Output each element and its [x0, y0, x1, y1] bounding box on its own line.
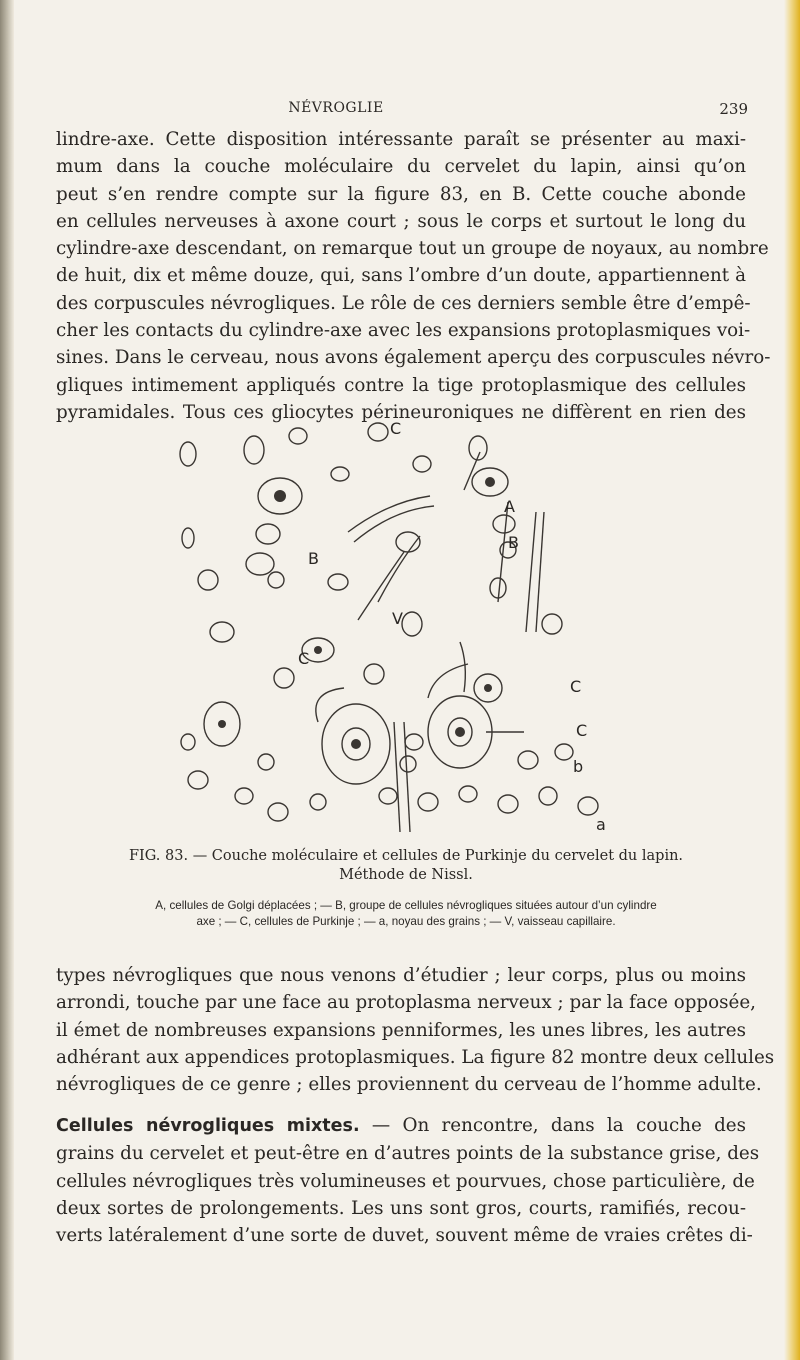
figure-label-b-right: B	[508, 533, 519, 552]
figure-label-b-lower: b	[573, 757, 584, 776]
heading-continuation: — On rencontre, dans la couche des	[359, 1115, 747, 1136]
legend-line: axe ; — C, cellules de Purkinje ; — a, noyau des grains ; — V, vaisseau capillaire.	[196, 915, 616, 928]
figure-label-c-top: C	[390, 419, 402, 438]
section-heading: Cellules névrogliques mixtes.	[56, 1116, 360, 1136]
figure-label-a-upper: A	[504, 497, 515, 516]
text-line: lindre-axe. Cette disposition intéressante paraît se présenter au maxi-	[56, 129, 746, 150]
legend-line: A, cellules de Golgi déplacées ; — B, groupe de cellules névrogliques situées autour d’un cylindre	[155, 899, 657, 912]
figure-83-illustration	[168, 392, 648, 842]
text-line: névrogliques de ce genre ; elles proviennent du cerveau de l’homme adulte.	[56, 1074, 762, 1096]
figure-label-b-left: B	[308, 549, 319, 568]
running-title: NÉVROGLIE	[288, 100, 384, 116]
text-line: gliques intimement appliqués contre la tige protoplasmique des cellules	[56, 374, 746, 396]
text-line: sines. Dans le cerveau, nous avons également aperçu des corpuscules névro-	[56, 347, 771, 369]
text-line: adhérant aux appendices protoplasmiques. La figure 82 montre deux cellules	[56, 1046, 775, 1068]
text-line	[56, 1112, 746, 1140]
text-line: verts latéralement d’une sorte de duvet, souvent même de vraies crêtes di-	[56, 1225, 753, 1247]
figure-legend	[56, 898, 756, 930]
text-line: il émet de nombreuses expansions penniformes, les unes libres, les autres	[56, 1019, 746, 1041]
running-head	[56, 100, 756, 122]
text-line: grains du cervelet et peut-être en d’autres points de la substance grise, des	[56, 1143, 760, 1165]
figure-label-c-right-lower: C	[576, 721, 588, 740]
figure-label-c-middle: C	[298, 649, 310, 668]
caption-method: Méthode de Nissl.	[339, 867, 473, 883]
histology-drawing	[168, 392, 648, 842]
text-line: peut s’en rendre compte sur la figure 83, en B. Cette couche abonde	[56, 183, 746, 205]
book-gutter-shadow	[0, 0, 14, 1360]
text-line: cellules névrogliques très volumineuses et pourvues, chose particulière, de	[56, 1170, 755, 1192]
text-line: cylindre-axe descendant, on remarque tout un groupe de noyaux, au nombre	[56, 238, 769, 260]
paragraph-2	[56, 962, 775, 1098]
figure-label-c-right-upper: C	[570, 677, 582, 696]
text-line: des corpuscules névrogliques. Le rôle de ces derniers semble être d’empê-	[56, 292, 751, 314]
text-line: cher les contacts du cylindre-axe avec les expansions protoplasmiques voi-	[56, 320, 751, 342]
caption-title: FIG. 83. — Couche moléculaire et cellules de Purkinje du cervelet du lapin.	[128, 848, 684, 864]
text-line: deux sortes de prolongements. Les uns sont gros, courts, ramifiés, recou-	[56, 1197, 746, 1219]
text-line: pyramidales. Tous ces gliocytes périneuroniques ne diffèrent en rien des	[56, 401, 746, 423]
text-line: mum dans la couche moléculaire du cervelet du lapin, ainsi qu’on	[56, 156, 746, 178]
page-edge-gilt	[784, 0, 800, 1360]
text-line: arrondi, touche par une face au protoplasma nerveux ; par la face opposée,	[56, 992, 756, 1014]
figure-label-v: V	[392, 609, 403, 628]
figure-label-a-lower: a	[596, 815, 606, 834]
text-line: en cellules nerveuses à axone court ; sous le corps et surtout le long du	[56, 210, 746, 232]
paragraph-1	[56, 126, 771, 426]
paragraph-3	[56, 1112, 760, 1249]
page-number: 239	[719, 100, 748, 118]
figure-caption	[56, 847, 756, 885]
text-line: types névrogliques que nous venons d’étudier ; leur corps, plus ou moins	[56, 965, 746, 986]
text-line: de huit, dix et même douze, qui, sans l’ombre d’un doute, appartiennent à	[56, 265, 746, 287]
